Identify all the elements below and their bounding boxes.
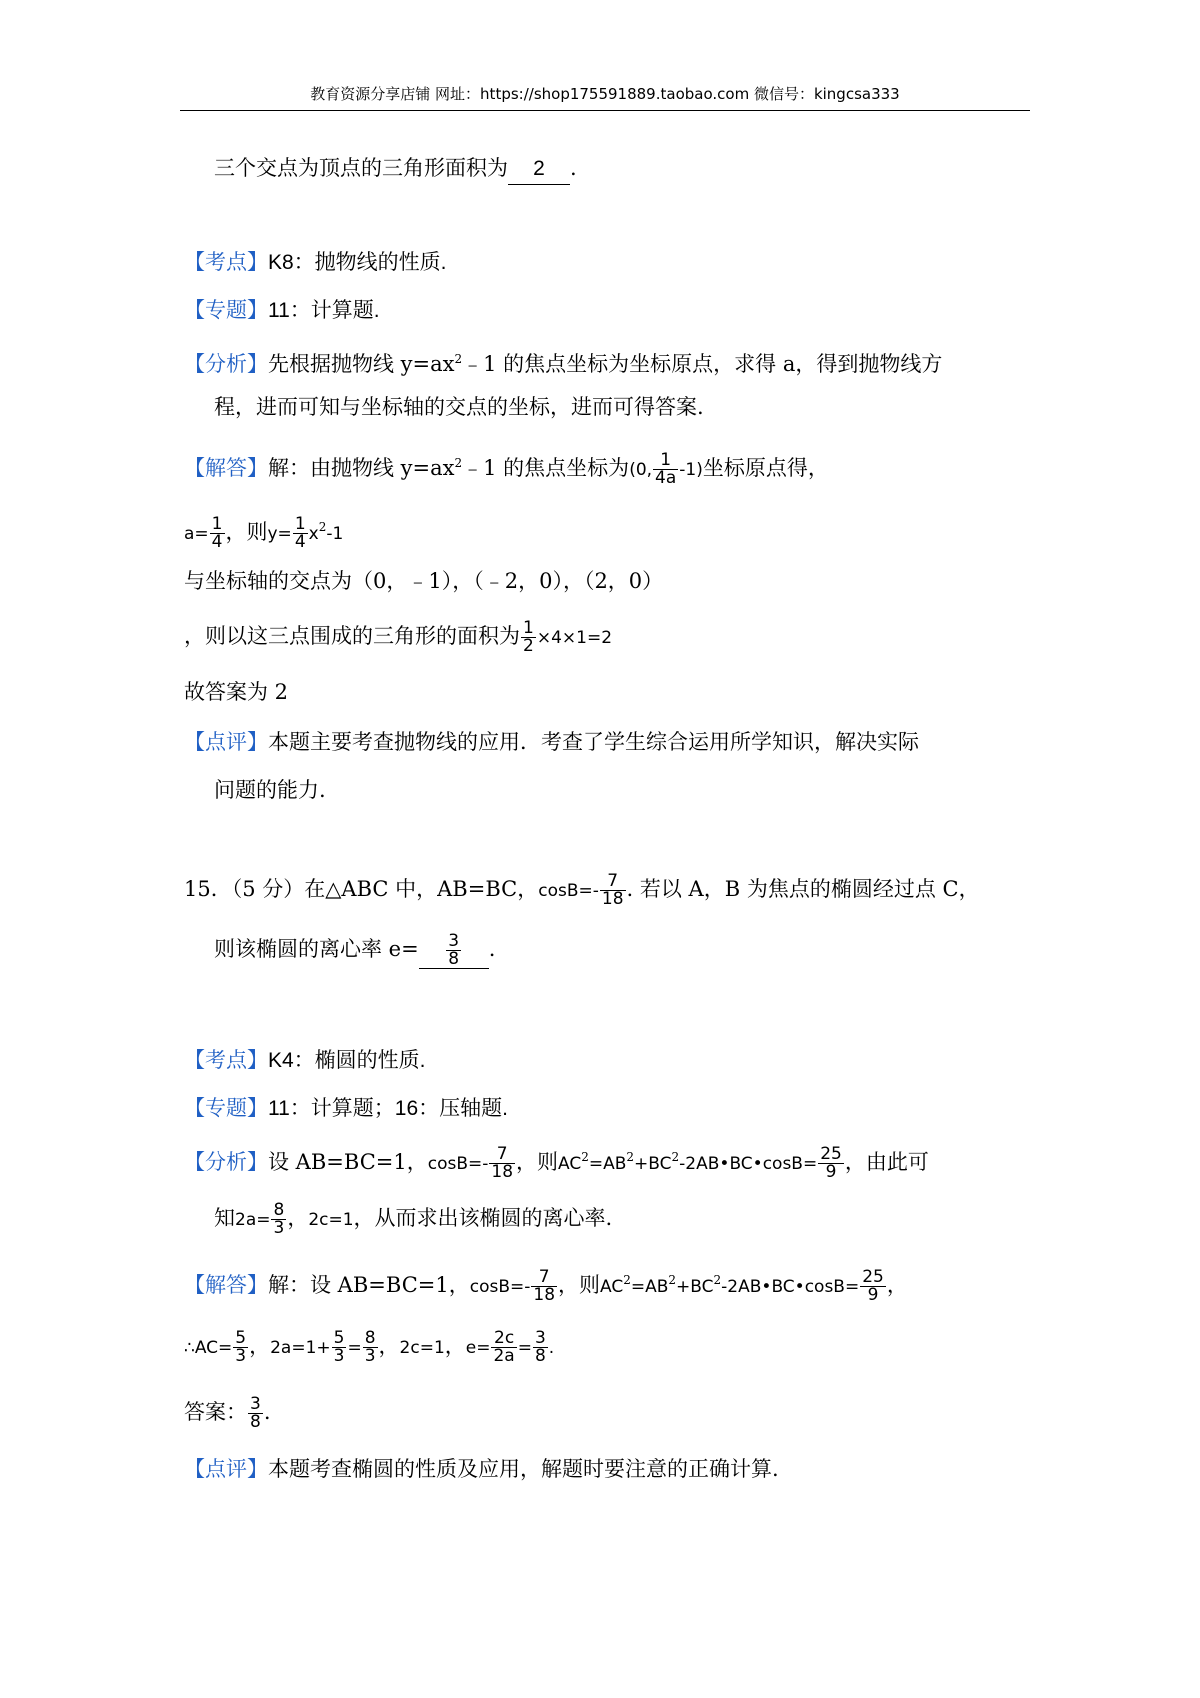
q15-answer: 答案： $\frac{3}{8}$ . xyxy=(184,1394,271,1432)
fraction: $\frac{1}{4a}$ xyxy=(655,450,677,488)
q14-fenxi-line1: 【分析】先根据抛物线 $y=ax^2﹣1$ 的焦点坐标为坐标原点，求得 a，得到抛物线方 xyxy=(184,352,943,376)
q14-jieda-line2: a= $\frac{1}{4}$ ，则y= $\frac{1}{4}$ $x^2-1$ xyxy=(184,514,344,552)
fraction: $\frac{3}{8}$ xyxy=(448,931,460,969)
q15-answer-blank xyxy=(419,933,489,969)
q14-answer-line: 三个交点为顶点的三角形面积为 2 . xyxy=(214,153,577,185)
page-header: 教育资源分享店铺 网址：https://shop175591889.taobao.com 微信号：kingcsa333 xyxy=(180,84,1030,111)
q15-zhuanti: 【专题】11：计算题；16：压轴题. xyxy=(184,1096,508,1120)
dianping-tag: 【点评】 xyxy=(184,1457,268,1481)
q14-intersections: 与坐标轴的交点为（0，﹣1），（﹣2，0），（2，0） xyxy=(184,569,664,593)
fenxi-tag: 【分析】 xyxy=(184,352,268,376)
fraction: $\frac{1}{4}$ xyxy=(211,514,223,552)
fraction: $\frac{25}{9}$ xyxy=(820,1144,842,1182)
fraction: $\frac{5}{3}$ xyxy=(333,1328,345,1366)
fraction: $\frac{7}{18}$ xyxy=(533,1267,556,1305)
fraction: $\frac{1}{4}$ xyxy=(294,514,306,552)
fraction: $\frac{5}{3}$ xyxy=(235,1328,247,1366)
kaodian-tag: 【考点】 xyxy=(184,250,268,274)
fraction: $\frac{3}{8}$ xyxy=(250,1394,261,1432)
q14-fenxi-line2: 程，进而可知与坐标轴的交点的坐标，进而可得答案. xyxy=(214,395,704,419)
dianping-tag: 【点评】 xyxy=(184,730,268,754)
q15-stem-line2: 则该椭圆的离心率 e= $\frac{3}{8}$ . xyxy=(214,931,496,969)
zhuanti-tag: 【专题】 xyxy=(184,298,268,322)
fenxi-tag: 【分析】 xyxy=(184,1150,268,1174)
fraction: $\frac{1}{2}$ xyxy=(523,618,534,656)
q15-fenxi-line1: 【分析】设 AB=BC=1，cosB=- $\frac{7}{18}$ ，则$AC^2=AB^2+BC^2-2AB•BC•\cos B=$ $\frac{25}{9}$ ，由此可 xyxy=(184,1144,929,1182)
kaodian-tag: 【考点】 xyxy=(184,1048,268,1072)
fraction: $\frac{8}{3}$ xyxy=(364,1328,376,1366)
fraction: $\frac{7}{18}$ xyxy=(601,871,624,909)
q14-jieda-line1: 【解答】解：由抛物线 $y=ax^2﹣1$ 的焦点坐标为(0, $\frac{1}{4a}$ -1)坐标原点得， xyxy=(184,450,829,488)
q15-jieda-line2: ∴AC= $\frac{5}{3}$ ，2a=1+ $\frac{5}{3}$ = $\frac{8}{3}$ ，2c=1，e= $\frac{2c}{2a}$ = $\frac{3}{8}$ . xyxy=(184,1328,555,1366)
q15-jieda-line1: 【解答】解：设 AB=BC=1，cosB=- $\frac{7}{18}$ ，则$AC^2=AB^2+BC^2-2AB•BC•\cos B=$ $\frac{25}{9}$ ， xyxy=(184,1267,908,1305)
fraction: $\frac{7}{18}$ xyxy=(491,1144,514,1182)
q14-area-line: ，则以这三点围成的三角形的面积为 $\frac{1}{2}$ ×4×1=2 xyxy=(184,618,613,656)
q14-zhuanti: 【专题】11：计算题. xyxy=(184,298,380,322)
fraction: $\frac{2c}{2a}$ xyxy=(493,1328,515,1366)
q15-stem-line1: 15．（5 分）在△ABC 中，AB=BC，cosB=- $\frac{7}{18}$ . 若以 A，B 为焦点的椭圆经过点 C， xyxy=(184,871,980,909)
jieda-tag: 【解答】 xyxy=(184,1273,268,1297)
fraction: $\frac{3}{8}$ xyxy=(534,1328,546,1366)
fraction: $\frac{25}{9}$ xyxy=(862,1267,884,1305)
q15-fenxi-line2: 知2a= $\frac{8}{3}$ ，2c=1，从而求出该椭圆的离心率. xyxy=(214,1200,613,1238)
fraction: $\frac{8}{3}$ xyxy=(273,1200,285,1238)
zhuanti-tag: 【专题】 xyxy=(184,1096,268,1120)
q15-dianping: 【点评】本题考查椭圆的性质及应用，解题时要注意的正确计算. xyxy=(184,1457,779,1481)
q14-answer-statement: 故答案为 2 xyxy=(184,680,289,704)
q14-kaodian: 【考点】K8：抛物线的性质. xyxy=(184,250,447,274)
q14-dianping-line2: 问题的能力. xyxy=(214,778,326,802)
q15-kaodian: 【考点】K4：椭圆的性质. xyxy=(184,1048,426,1072)
jieda-tag: 【解答】 xyxy=(184,456,268,480)
q14-answer-blank: 2 xyxy=(508,154,570,185)
q14-dianping-line1: 【点评】本题主要考查抛物线的应用．考查了学生综合运用所学知识，解决实际 xyxy=(184,730,919,754)
